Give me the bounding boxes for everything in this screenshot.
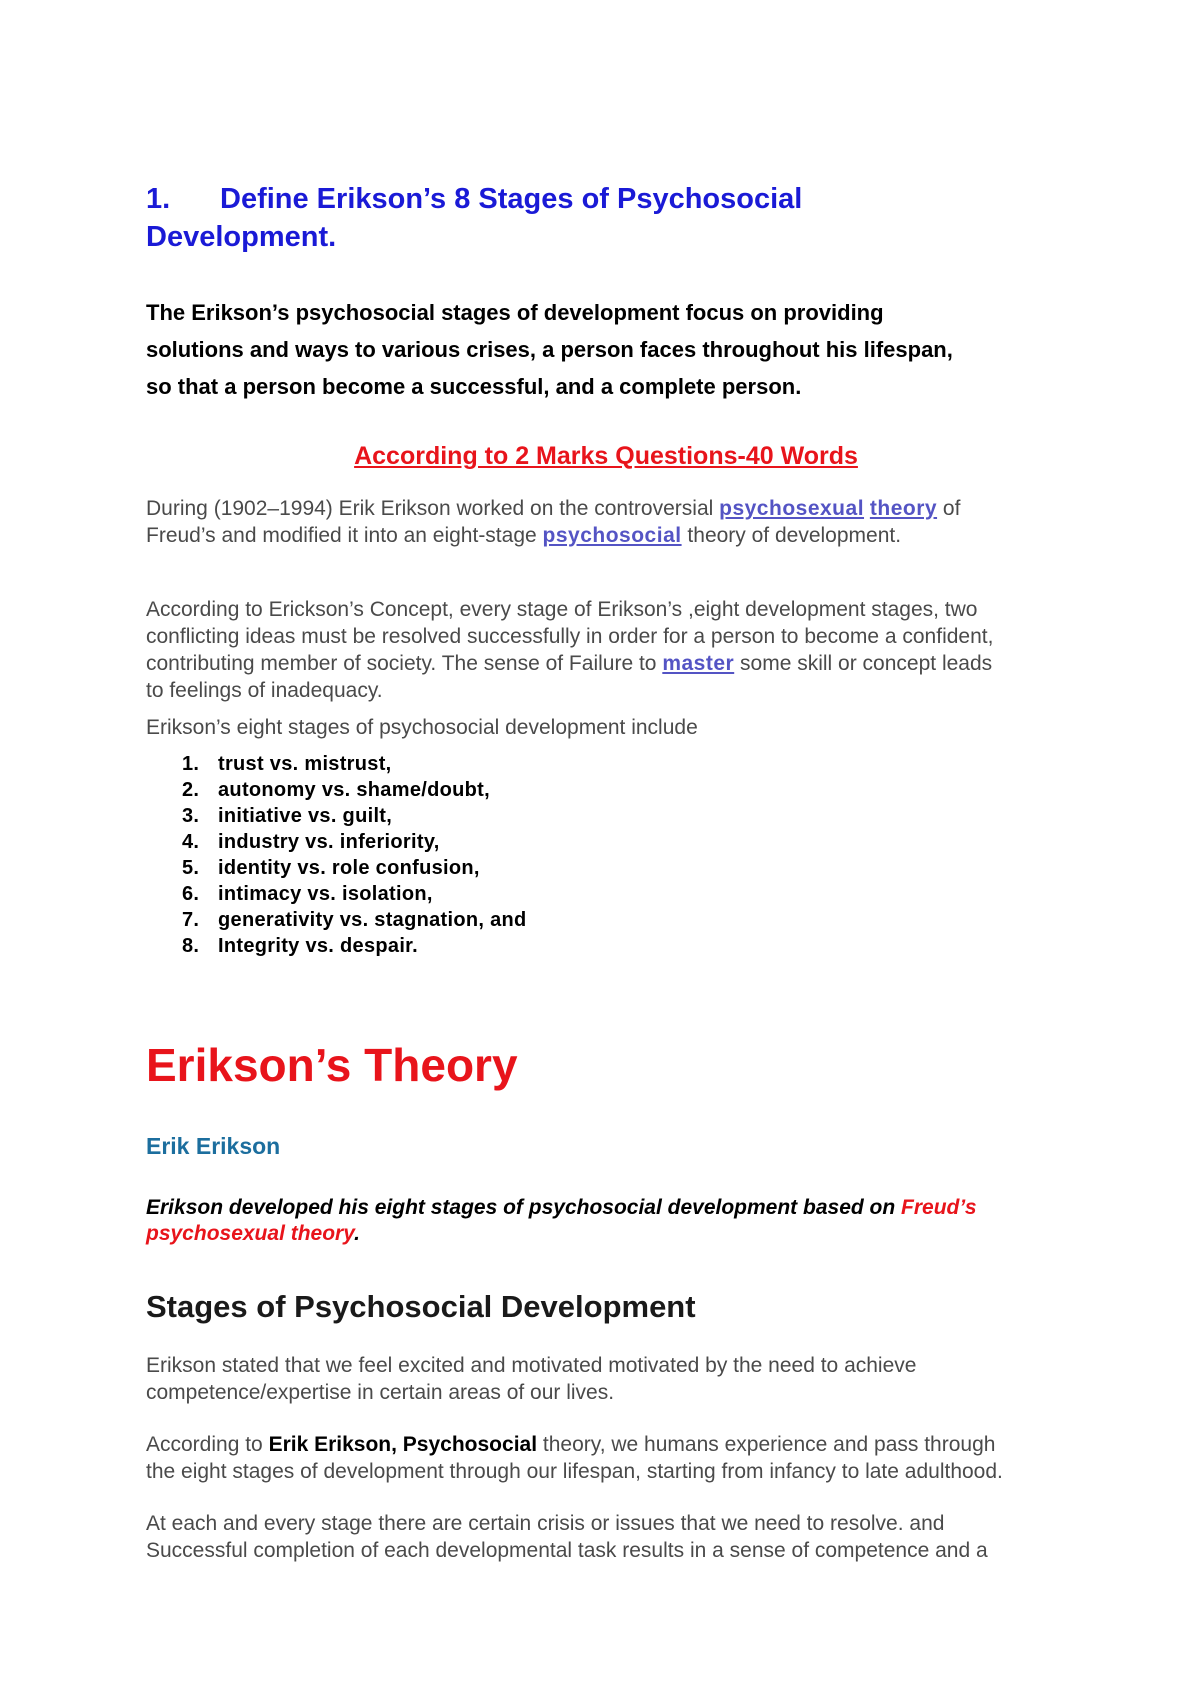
list-item	[182, 907, 1066, 933]
stated-line1: Erikson stated that we feel excited and motivated motivated by the need to achieve	[146, 1354, 917, 1377]
list-item-number: 2.	[182, 779, 200, 801]
list-item	[182, 803, 1066, 829]
according-line3b: some skill or concept leads	[734, 652, 993, 675]
erik-paragraph	[146, 1431, 1066, 1485]
list-item-number: 7.	[182, 909, 200, 931]
list-item-number: 8.	[182, 935, 200, 957]
list-item-number: 1.	[182, 753, 200, 775]
list-item-text: trust vs. mistrust,	[218, 753, 392, 775]
stages-list	[182, 751, 1066, 959]
erik-line2: the eight stages of development through our lifespan, starting from infancy to late adulthood.	[146, 1460, 1003, 1483]
list-item-text: identity vs. role confusion,	[218, 857, 480, 879]
each-paragraph	[146, 1510, 1066, 1564]
according-line1: According to Erickson’s Concept, every stage of Erikson’s ,eight development stages, two	[146, 598, 978, 621]
list-item-number: 6.	[182, 883, 200, 905]
list-item-number: 3.	[182, 805, 200, 827]
each-line1: At each and every stage there are certain crisis or issues that we need to resolve. and	[146, 1512, 945, 1535]
document-content	[146, 180, 1066, 1564]
question-title-line2: Development.	[146, 221, 337, 253]
list-item	[182, 777, 1066, 803]
list-item-text: generativity vs. stagnation, and	[218, 909, 527, 931]
link-theory[interactable]: theory	[869, 497, 938, 520]
link-psychosocial[interactable]: psychosocial	[542, 524, 682, 547]
list-item	[182, 855, 1066, 881]
include-paragraph: Erikson’s eight stages of psychosocial development include	[146, 716, 698, 739]
question-number: 1.	[146, 183, 171, 215]
italic-red-theory: psychosexual theory	[146, 1222, 355, 1245]
lead-line2: solutions and ways to various crises, a person faces throughout his lifespan,	[146, 337, 953, 362]
list-item-number: 4.	[182, 831, 200, 853]
italic-paragraph	[146, 1195, 1066, 1247]
lead-line3: so that a person become a successful, and a complete person.	[146, 374, 802, 399]
list-item	[182, 933, 1066, 959]
link-master[interactable]: master	[662, 652, 735, 675]
erik-heading: Erik Erikson	[146, 1133, 281, 1159]
italic-text: Erikson developed his eight stages of psychosocial development based on	[146, 1196, 902, 1219]
list-item-text: industry vs. inferiority,	[218, 831, 440, 853]
list-item	[182, 829, 1066, 855]
during-text1: During (1902–1994) Erik Erikson worked on the controversial	[146, 497, 720, 520]
italic-red-freud: Freud’s	[901, 1196, 977, 1219]
theory-title: Erikson’s Theory	[146, 1039, 518, 1091]
according-line3a: contributing member of society. The sense of Failure to	[146, 652, 663, 675]
during-text4: theory of development.	[681, 524, 902, 547]
lead-line1: The Erikson’s psychosocial stages of development focus on providing	[146, 300, 884, 325]
italic-end: .	[354, 1222, 360, 1245]
erik-text1: According to	[146, 1433, 269, 1456]
according-line2: conflicting ideas must be resolved successfully in order for a person to become a confident,	[146, 625, 994, 648]
list-item-text: autonomy vs. shame/doubt,	[218, 779, 490, 801]
list-item	[182, 881, 1066, 907]
list-item-text: Integrity vs. despair.	[218, 935, 419, 957]
erik-text2: theory, we humans experience and pass through	[537, 1433, 996, 1456]
each-line2: Successful completion of each developmental task results in a sense of competence and a	[146, 1539, 988, 1562]
link-psychosexual[interactable]: psychosexual	[719, 497, 865, 520]
stated-paragraph	[146, 1352, 1066, 1406]
according-line4: to feelings of inadequacy.	[146, 679, 383, 702]
erik-bold: Erik Erikson, Psychosocial	[268, 1433, 538, 1456]
according-paragraph	[146, 596, 1066, 704]
during-paragraph	[146, 495, 1066, 549]
during-text2: of	[937, 497, 961, 520]
marks-heading: According to 2 Marks Questions-40 Words	[354, 442, 858, 470]
list-item-number: 5.	[182, 857, 200, 879]
section-heading: Stages of Psychosocial Development	[146, 1289, 696, 1324]
stated-line2: competence/expertise in certain areas of our lives.	[146, 1381, 615, 1404]
question-title-line1: Define Erikson’s 8 Stages of Psychosocial	[220, 183, 803, 215]
list-item-text: intimacy vs. isolation,	[218, 883, 433, 905]
list-item-text: initiative vs. guilt,	[218, 805, 393, 827]
question-heading	[146, 180, 1066, 256]
list-item	[182, 751, 1066, 777]
during-text3: Freud’s and modified it into an eight-stage	[146, 524, 543, 547]
lead-paragraph	[146, 294, 1066, 405]
